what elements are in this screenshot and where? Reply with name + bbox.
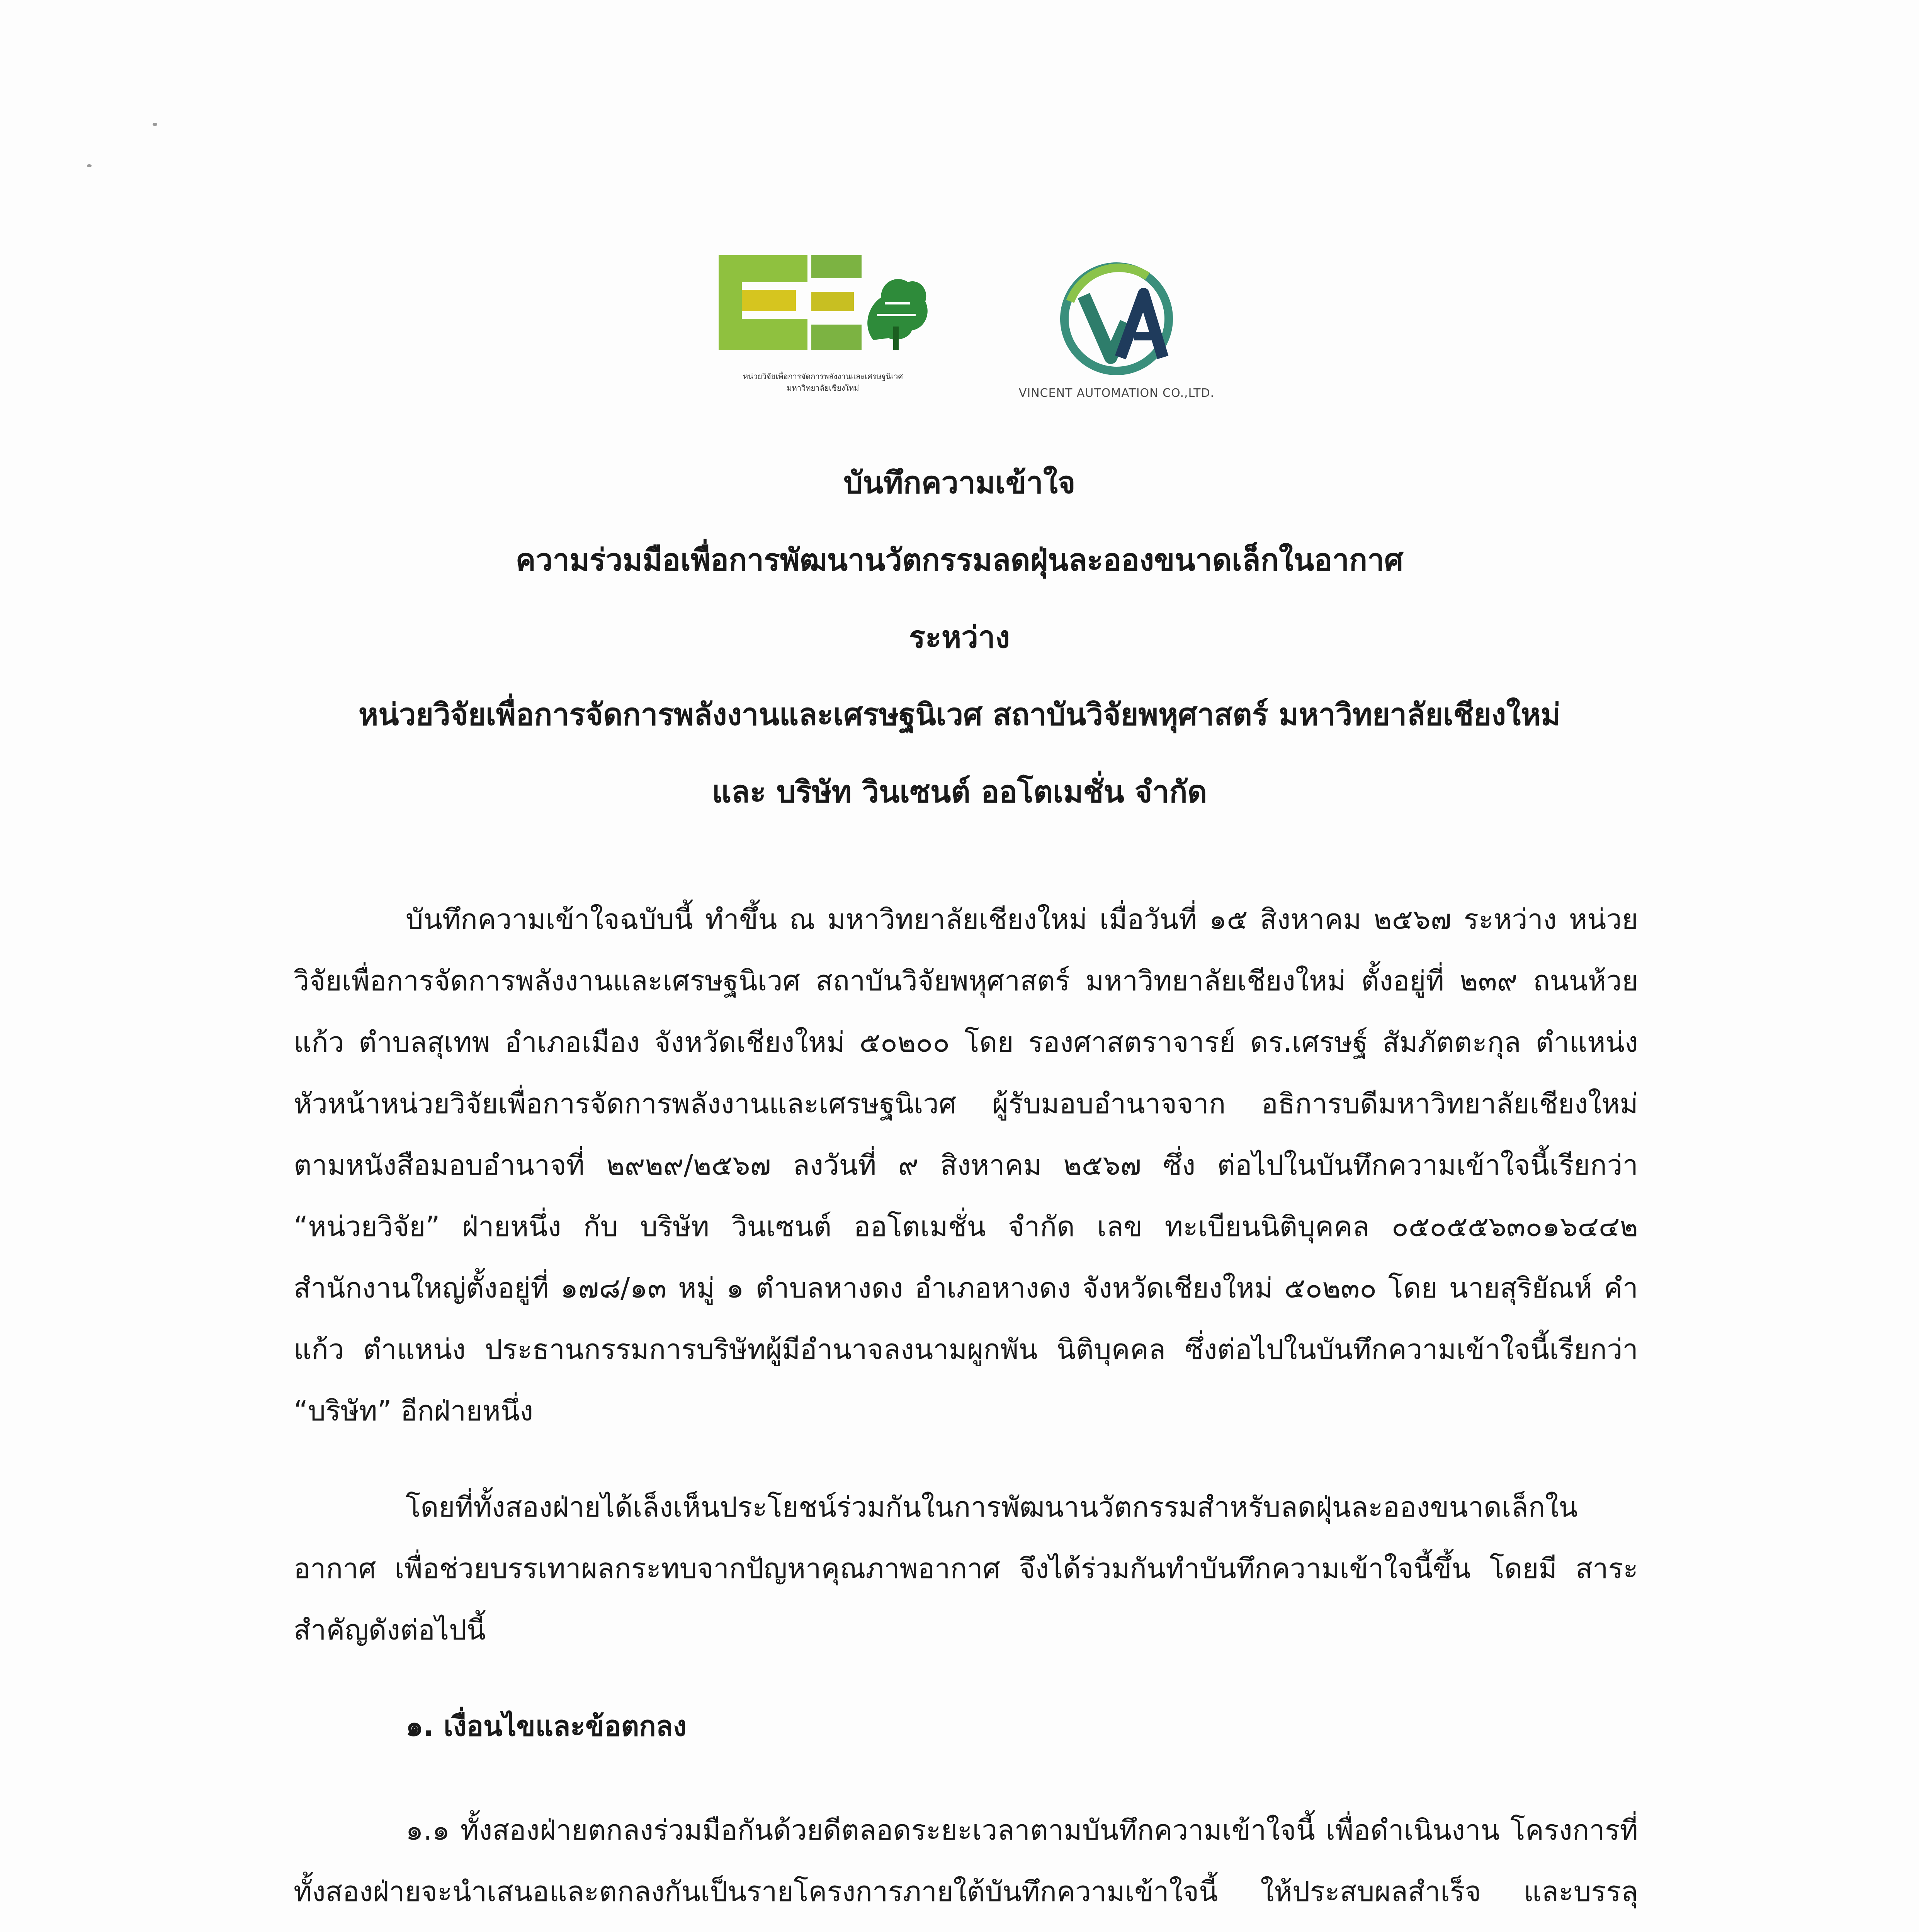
document-body [294,889,1638,1932]
section-heading-conditions: ๑. เงื่อนไขและข้อตกลง [406,1710,687,1742]
beeh-logo-caption: หน่วยวิจัยเพื่อการจัดการพลังงานและเศรษฐนิเวศ [743,372,903,381]
title-line-mou: บันทึกความเข้าใจ [843,466,1076,500]
document-title [270,444,1649,831]
beeh-logo-subcaption: มหาวิทยาลัยเชียงใหม่ [787,383,859,393]
beeh-logo-mark [715,247,931,363]
title-line-party1: หน่วยวิจัยเพื่อการจัดการพลังงานและเศรษฐนิเวศ สถาบันวิจัยพหุศาสตร์ มหาวิทยาลัยเชียงใหม่ [358,697,1561,732]
title-line-party2: และ บริษัท วินเซนต์ ออโตเมชั่น จำกัด [712,775,1207,810]
scan-speck [153,123,157,126]
scan-speck [87,164,92,167]
paragraph-parties: บันทึกความเข้าใจฉบับนี้ ทำขึ้น ณ มหาวิทยาลัยเชียงใหม่ เมื่อวันที่ ๑๕ สิงหาคม ๒๕๖๗ ระหว่าง หน่วยวิจัยเพื่อการจัดการพลังงานและเศรษฐนิเวศ สถาบันวิจัยพหุศาสตร์ มหาวิทยาลัยเชียงใหม่ ตั้งอยู่ที่ ๒๓๙ ถนนห้วยแก้ว ตำบลสุเทพ อำเภอเมือง จังหวัดเชียงใหม่ ๕๐๒๐๐ โดย รองศาสตราจารย์ ดร.เศรษฐ์ สัมภัตตะกุล ตำแหน่ง หัวหน้าหน่วยวิจัยเพื่อการจัดการพลังงานและเศรษฐนิเวศ ผู้รับมอบอำนาจจาก อธิการบดีมหาวิทยาลัยเชียงใหม่ ตามหนังสือมอบอำนาจที่ ๒๙๒๙/๒๕๖๗ ลงวันที่ ๙ สิงหาคม ๒๕๖๗ ซึ่ง ต่อไปในบันทึกความเข้าใจนี้เรียกว่า “หน่วยวิจัย” ฝ่ายหนึ่ง กับ บริษัท วินเซนต์ ออโตเมชั่น จำกัด เลข ทะเบียนนิติบุคคล ๐๕๐๕๕๖๓๐๑๖๔๔๒ สำนักงานใหญ่ตั้งอยู่ที่ ๑๗๘/๑๓ หมู่ ๑ ตำบลหางดง อำเภอหางดง จังหวัดเชียงใหม่ ๕๐๒๓๐ โดย นายสุริยัณห์ คำแก้ว ตำแหน่ง ประธานกรรมการบริษัทผู้มีอำนาจลงนามผูกพัน นิติบุคคล ซึ่งต่อไปในบันทึกความเข้าใจนี้เรียกว่า “บริษัท” อีกฝ่ายหนึ่ง [294,903,1638,1427]
title-line-between: ระหว่าง [909,620,1010,655]
beeh-research-unit-logo [715,247,931,402]
clause-1-1: ๑.๑ ทั้งสองฝ่ายตกลงร่วมมือกันด้วยดีตลอดระยะเวลาตามบันทึกความเข้าใจนี้ เพื่อดำเนินงาน โครงการที่ทั้งสองฝ่ายจะนำเสนอและตกลงกันเป็นรายโครงการภายใต้บันทึกความเข้าใจนี้ ให้ประสบผลสำเร็จ และบรรลุ [294,1814,1638,1908]
paragraph-purpose: โดยที่ทั้งสองฝ่ายได้เล็งเห็นประโยชน์ร่วมกันในการพัฒนานวัตกรรมสำหรับลดฝุ่นละอองขนาดเล็กใน อากาศ เพื่อช่วยบรรเทาผลกระทบจากปัญหาคุณภาพอากาศ จึงได้ร่วมกันทำบันทึกความเข้าใจนี้ขึ้น โดยมี สาระสำคัญดังต่อไปนี้ [294,1491,1638,1646]
title-line-subject: ความร่วมมือเพื่อการพัฒนานวัตกรรมลดฝุ่นละอองขนาดเล็กในอากาศ [515,543,1404,578]
va-logo-mark [1020,259,1213,383]
vincent-automation-logo [1020,259,1213,406]
va-logo-caption: VINCENT AUTOMATION CO.,LTD. [1018,386,1215,400]
logo-header [715,247,1217,410]
